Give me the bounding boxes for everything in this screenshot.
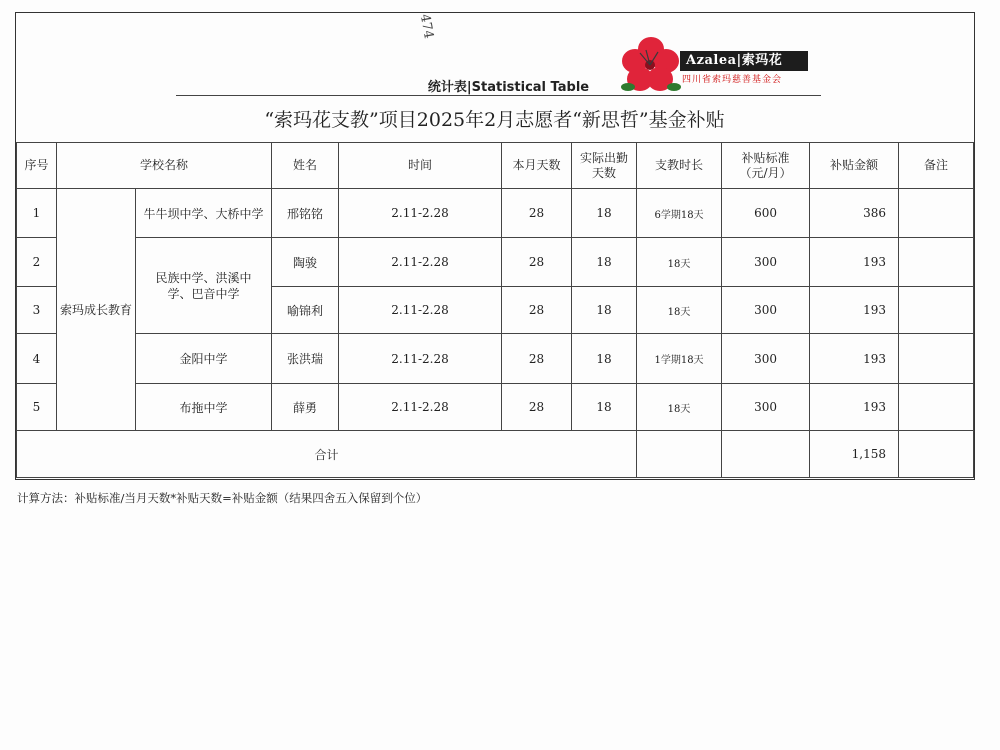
month-days-cell: 28 bbox=[502, 189, 572, 238]
col-name: 姓名 bbox=[272, 143, 339, 189]
amount-cell: 386 bbox=[810, 189, 899, 238]
time-cell: 2.11-2.28 bbox=[339, 238, 502, 287]
calculation-note: 计算方法：补贴标准/当月天数*补贴天数=补贴金额（结果四舍五入保留到个位） bbox=[17, 491, 428, 505]
col-seq: 序号 bbox=[17, 143, 57, 189]
duration-cell: 18天 bbox=[637, 384, 722, 431]
time-cell: 2.11-2.28 bbox=[339, 384, 502, 431]
handwritten-mark: 474 bbox=[416, 12, 436, 41]
time-cell: 2.11-2.28 bbox=[339, 287, 502, 334]
name-cell: 薛勇 bbox=[272, 384, 339, 431]
org-cell: 索玛成长教育 bbox=[57, 189, 136, 431]
total-row bbox=[17, 431, 974, 478]
time-cell: 2.11-2.28 bbox=[339, 334, 502, 384]
table-row bbox=[17, 238, 974, 287]
col-standard-line2: （元/月） bbox=[739, 165, 792, 180]
school-cell: 布拖中学 bbox=[136, 384, 272, 431]
remark-cell bbox=[899, 287, 974, 334]
row-seq: 3 bbox=[17, 287, 57, 334]
month-days-cell: 28 bbox=[502, 287, 572, 334]
month-days-cell: 28 bbox=[502, 384, 572, 431]
amount-cell: 193 bbox=[810, 287, 899, 334]
col-time: 时间 bbox=[339, 143, 502, 189]
header bbox=[16, 13, 973, 141]
name-cell: 邢铭铭 bbox=[272, 189, 339, 238]
table-row bbox=[17, 334, 974, 384]
remark-cell bbox=[899, 384, 974, 431]
logo-brand: Azalea|索玛花 bbox=[680, 51, 808, 71]
col-standard-line1: 补贴标准 bbox=[741, 150, 790, 165]
logo bbox=[620, 35, 810, 95]
logo-org: 四川省索玛慈善基金会 bbox=[682, 75, 783, 85]
col-duration: 支教时长 bbox=[637, 143, 722, 189]
name-cell: 陶骏 bbox=[272, 238, 339, 287]
attend-cell: 18 bbox=[572, 287, 637, 334]
duration-cell: 1学期18天 bbox=[637, 334, 722, 384]
attend-cell: 18 bbox=[572, 384, 637, 431]
col-standard bbox=[722, 143, 810, 189]
total-amount: 1,158 bbox=[810, 431, 899, 478]
col-attend bbox=[572, 143, 637, 189]
standard-cell: 300 bbox=[722, 238, 810, 287]
row-seq: 2 bbox=[17, 238, 57, 287]
table-row bbox=[17, 189, 974, 238]
attend-cell: 18 bbox=[572, 238, 637, 287]
month-days-cell: 28 bbox=[502, 334, 572, 384]
table-header-row bbox=[17, 143, 974, 189]
attend-cell: 18 bbox=[572, 189, 637, 238]
duration-cell: 6学期18天 bbox=[637, 189, 722, 238]
school-cell: 牛牛坝中学、大桥中学 bbox=[136, 189, 272, 238]
row-seq: 1 bbox=[17, 189, 57, 238]
standard-cell: 300 bbox=[722, 334, 810, 384]
attend-cell: 18 bbox=[572, 334, 637, 384]
school-cell: 民族中学、洪溪中学、巴音中学 bbox=[136, 238, 272, 334]
school-cell: 金阳中学 bbox=[136, 334, 272, 384]
remark-cell bbox=[899, 238, 974, 287]
remark-cell bbox=[899, 189, 974, 238]
standard-cell: 300 bbox=[722, 287, 810, 334]
amount-cell: 193 bbox=[810, 238, 899, 287]
total-empty-cell bbox=[722, 431, 810, 478]
name-cell: 喻锦利 bbox=[272, 287, 339, 334]
col-month-days: 本月天数 bbox=[502, 143, 572, 189]
total-label: 合计 bbox=[17, 431, 637, 478]
standard-cell: 600 bbox=[722, 189, 810, 238]
col-school: 学校名称 bbox=[57, 143, 272, 189]
header-rule bbox=[176, 95, 821, 96]
row-seq: 4 bbox=[17, 334, 57, 384]
page-title: “索玛花支教”项目2025年2月志愿者“新思哲”基金补贴 bbox=[264, 109, 725, 131]
amount-cell: 193 bbox=[810, 334, 899, 384]
col-attend-line1: 实际出勤 bbox=[580, 150, 629, 165]
duration-cell: 18天 bbox=[637, 238, 722, 287]
duration-cell: 18天 bbox=[637, 287, 722, 334]
total-remark-cell bbox=[899, 431, 974, 478]
subsidy-table bbox=[16, 142, 974, 478]
document-sheet bbox=[15, 12, 975, 480]
amount-cell: 193 bbox=[810, 384, 899, 431]
remark-cell bbox=[899, 334, 974, 384]
col-attend-line2: 天数 bbox=[592, 165, 617, 180]
standard-cell: 300 bbox=[722, 384, 810, 431]
table-row bbox=[17, 384, 974, 431]
row-seq: 5 bbox=[17, 384, 57, 431]
col-amount: 补贴金额 bbox=[810, 143, 899, 189]
azalea-flower-icon bbox=[620, 35, 682, 95]
name-cell: 张洪瑞 bbox=[272, 334, 339, 384]
statistical-table-label: 统计表|Statistical Table bbox=[427, 80, 590, 95]
col-remark: 备注 bbox=[899, 143, 974, 189]
total-empty-cell bbox=[637, 431, 722, 478]
month-days-cell: 28 bbox=[502, 238, 572, 287]
time-cell: 2.11-2.28 bbox=[339, 189, 502, 238]
